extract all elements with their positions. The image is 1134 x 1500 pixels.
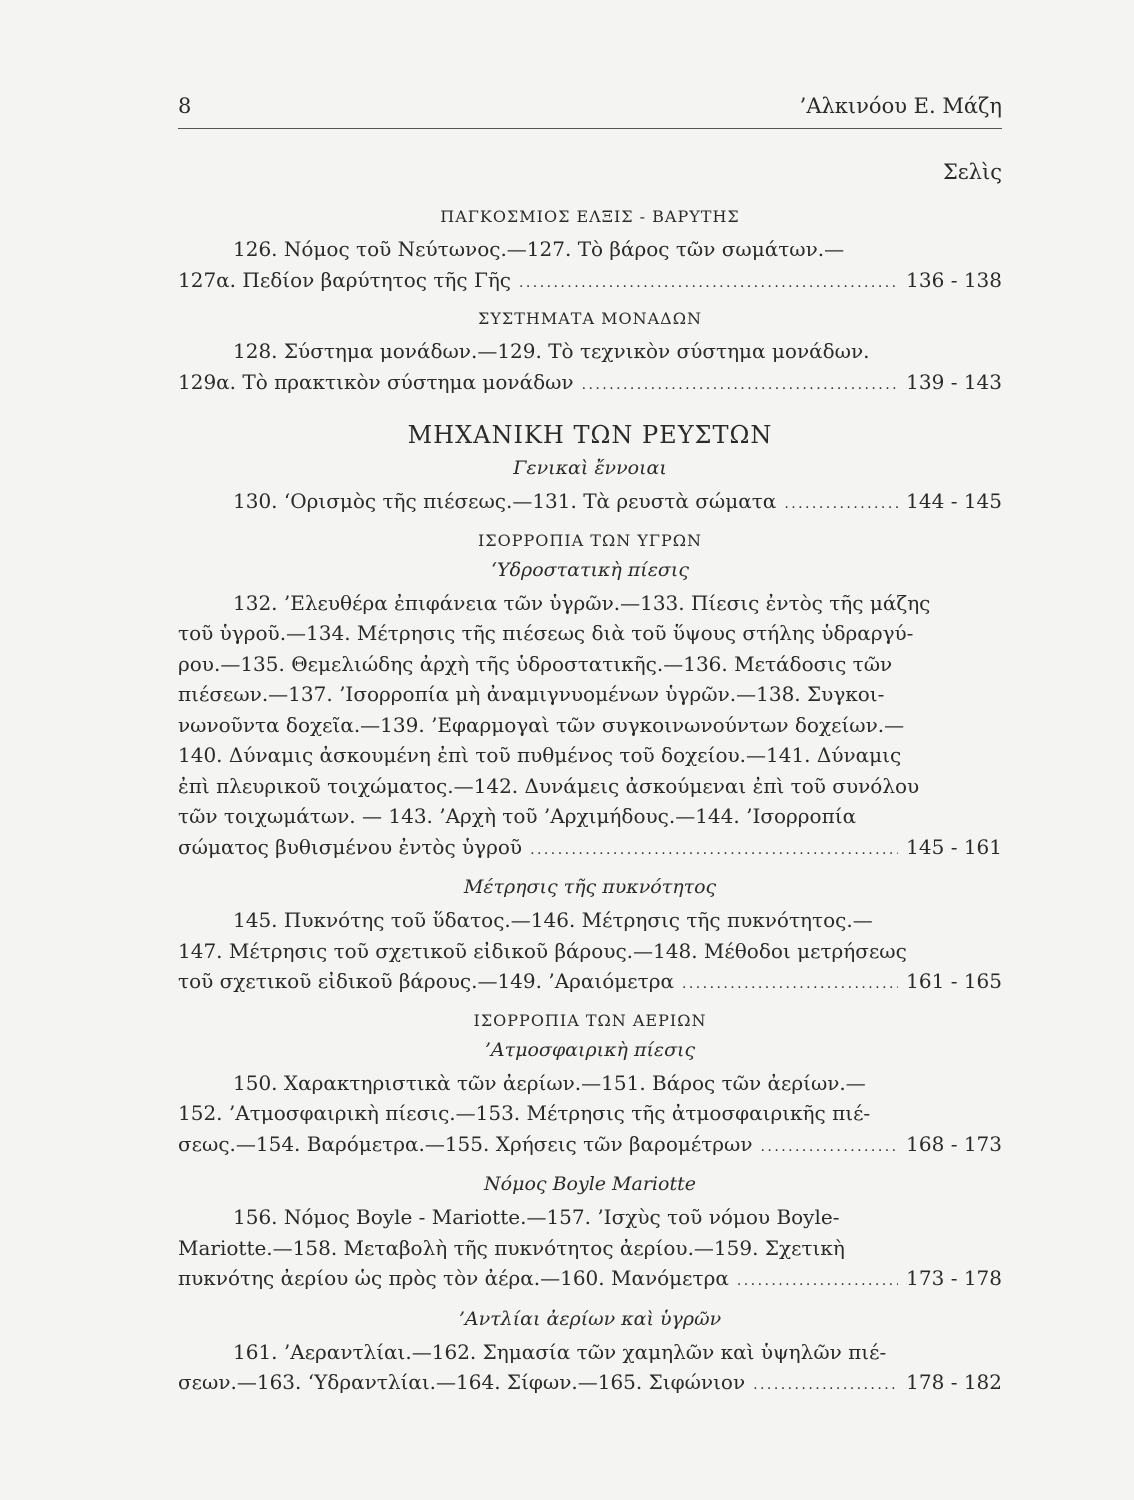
toc-entry-line: τοῦ ὑγροῦ.—134. Μέτρησις τῆς πιέσεως διὰ τοῦ ὕψους στήλης ὑδραργύ- bbox=[178, 621, 914, 645]
toc-entry bbox=[178, 1068, 1002, 1163]
toc-entry-line: 161. ’Αεραντλίαι.—162. Σημασία τῶν χαμηλῶν καὶ ὑψηλῶν πιέ- bbox=[233, 1339, 887, 1364]
section-title: ΙΣΟΡΡΟΠΙΑ ΤΩΝ ΥΓΡΩΝ bbox=[477, 530, 703, 550]
toc-entry bbox=[178, 588, 1002, 866]
section-subtitle: ’Αντλίαι ἀερίων καὶ ὑγρῶν bbox=[458, 1307, 722, 1330]
toc-entry-text: 129α. Τὸ πρακτικὸν σύστημα μονάδων bbox=[178, 369, 574, 394]
toc-entry-line: 150. Χαρακτηριστικὰ τῶν ἀερίων.—151. Βάρος τῶν ἀερίων.— bbox=[233, 1070, 866, 1095]
running-header bbox=[178, 94, 1002, 129]
toc-entry-line: 156. Νόμος Boyle - Mariotte.—157. ’Ισχὺς τοῦ νόμου Boyle- bbox=[233, 1205, 840, 1229]
toc-entry-line: 126. Νόμος τοῦ Νεύτωνος.—127. Τὸ βάρος τῶν σωμάτων.— bbox=[233, 237, 845, 261]
toc-entry-text: 130. ‘Ορισμὸς τῆς πιέσεως.—131. Τὰ ρευστὰ σώματα bbox=[233, 489, 777, 513]
dot-leader bbox=[582, 367, 899, 401]
toc-entry bbox=[178, 234, 1002, 298]
page-number: 8 bbox=[178, 94, 192, 118]
toc-entry-line: Mariotte.—158. Μεταβολὴ τῆς πυκνότητος ἀερίου.—159. Σχετικὴ bbox=[178, 1235, 845, 1260]
dot-leader bbox=[784, 486, 898, 520]
page-range: 144 - 145 bbox=[906, 489, 1002, 513]
section-title: ΠΑΓΚΟΣΜΙΟΣ ΕΛΞΙΣ - ΒΑΡΥΤΗΣ bbox=[440, 207, 740, 226]
section-main-title: ΜΗΧΑΝΙΚΗ ΤΩΝ ΡΕΥΣΤΩΝ bbox=[407, 421, 773, 449]
page-range: 145 - 161 bbox=[906, 834, 1002, 859]
toc-entry-text: τοῦ σχετικοῦ εἰδικοῦ βάρους.—149. ’Αραιόμετρα bbox=[178, 969, 674, 993]
section-title: ΣΥΣΤΗΜΑΤΑ ΜΟΝΑΔΩΝ bbox=[478, 309, 702, 328]
toc-entry-last-line bbox=[178, 1263, 1002, 1297]
dot-leader bbox=[519, 265, 898, 299]
page-range: 178 - 182 bbox=[906, 1370, 1002, 1394]
toc-entry-text: πυκνότης ἀερίου ὡς πρὸς τὸν ἀέρα.—160. Μανόμετρα bbox=[178, 1266, 729, 1290]
toc-entry-text: σώματος βυθισμένου ἐντὸς ὑγροῦ bbox=[178, 834, 523, 859]
toc-entry bbox=[178, 336, 1002, 400]
page-range: 136 - 138 bbox=[906, 267, 1002, 292]
running-title: ’Αλκινόου Ε. Μάζη bbox=[799, 94, 1002, 118]
toc-entry-last-line bbox=[178, 367, 1002, 401]
toc-entry bbox=[178, 486, 1002, 520]
toc-entry-line: ἐπὶ πλευρικοῦ τοιχώματος.—142. Δυνάμεις ἀσκούμεναι ἐπὶ τοῦ συνόλου bbox=[178, 773, 920, 798]
toc-entry-last-line bbox=[178, 832, 1002, 866]
toc-entry-line: τῶν τοιχωμάτων. — 143. ’Αρχὴ τοῦ ’Αρχιμήδους.—144. ’Ισορροπία bbox=[178, 804, 857, 828]
toc-entry-line: 128. Σύστημα μονάδων.—129. Τὸ τεχνικὸν σύστημα μονάδων. bbox=[233, 339, 870, 363]
page-column-heading: Σελὶς bbox=[942, 160, 1002, 184]
toc-entry-text: 127α. Πεδίον βαρύτητος τῆς Γῆς bbox=[178, 267, 511, 292]
section-subtitle: ‘Υδροστατικὴ πίεσις bbox=[491, 558, 689, 581]
toc-entry-line: νωνοῦντα δοχεῖα.—139. ’Εφαρμογαὶ τῶν συγκοινωνούντων δοχείων.— bbox=[178, 712, 905, 737]
toc-entry bbox=[178, 1337, 1002, 1401]
toc-entry bbox=[178, 905, 1002, 1000]
toc-entry-line: 140. Δύναμις ἀσκουμένη ἐπὶ τοῦ πυθμένος τοῦ δοχείου.—141. Δύναμις bbox=[178, 743, 902, 767]
section-subtitle: Μέτρησις τῆς πυκνότητος bbox=[463, 876, 717, 898]
dot-leader bbox=[753, 1367, 898, 1401]
page-range: 168 - 173 bbox=[906, 1131, 1002, 1156]
table-of-contents bbox=[178, 200, 1002, 1409]
toc-entry-line: 132. ’Ελευθέρα ἐπιφάνεια τῶν ὑγρῶν.—133. Πίεσις ἐντὸς τῆς μάζης bbox=[233, 590, 931, 615]
page-range: 173 - 178 bbox=[906, 1266, 1002, 1290]
page-range: 161 - 165 bbox=[906, 969, 1002, 993]
toc-entry-last-line bbox=[178, 966, 1002, 1000]
dot-leader bbox=[761, 1129, 899, 1163]
dot-leader bbox=[530, 832, 898, 866]
section-subtitle: ’Ατμοσφαιρικὴ πίεσις bbox=[484, 1038, 696, 1061]
toc-entry-line: 147. Μέτρησις τοῦ σχετικοῦ εἰδικοῦ βάρους.—148. Μέθοδοι μετρήσεως bbox=[178, 938, 907, 963]
toc-entry-line: ρου.—135. Θεμελιώδης ἀρχὴ τῆς ὑδροστατικῆς.—136. Μετάδοσις τῶν bbox=[178, 651, 893, 676]
toc-entry-text: σεως.—154. Βαρόμετρα.—155. Χρήσεις τῶν βαρομέτρων bbox=[178, 1131, 753, 1156]
dot-leader bbox=[682, 966, 898, 1000]
section-subtitle: Νόμος Boyle Mariotte bbox=[484, 1173, 696, 1195]
toc-entry-line: 152. ’Ατμοσφαιρικὴ πίεσις.—153. Μέτρησις τῆς ἀτμοσφαιρικῆς πιέ- bbox=[178, 1101, 871, 1125]
toc-entry-last-line bbox=[178, 265, 1002, 299]
toc-entry-last-line bbox=[178, 1129, 1002, 1163]
toc-entry-last-line bbox=[178, 486, 1002, 520]
page-range: 139 - 143 bbox=[906, 369, 1002, 394]
dot-leader bbox=[737, 1263, 898, 1297]
toc-entry-line: πιέσεων.—137. ’Ισορροπία μὴ ἀναμιγνυομένων ὑγρῶν.—138. Συγκοι- bbox=[178, 682, 885, 706]
toc-entry bbox=[178, 1202, 1002, 1297]
toc-entry-last-line bbox=[178, 1367, 1002, 1401]
toc-entry-text: σεων.—163. ‘Υδραντλίαι.—164. Σίφων.—165. Σιφώνιον bbox=[178, 1370, 746, 1394]
section-subtitle: Γενικαὶ ἔννοιαι bbox=[513, 457, 667, 479]
toc-entry-line: 145. Πυκνότης τοῦ ὕδατος.—146. Μέτρησις τῆς πυκνότητος.— bbox=[233, 908, 873, 932]
section-title: ΙΣΟΡΡΟΠΙΑ ΤΩΝ ΑΕΡΙΩΝ bbox=[473, 1010, 707, 1030]
